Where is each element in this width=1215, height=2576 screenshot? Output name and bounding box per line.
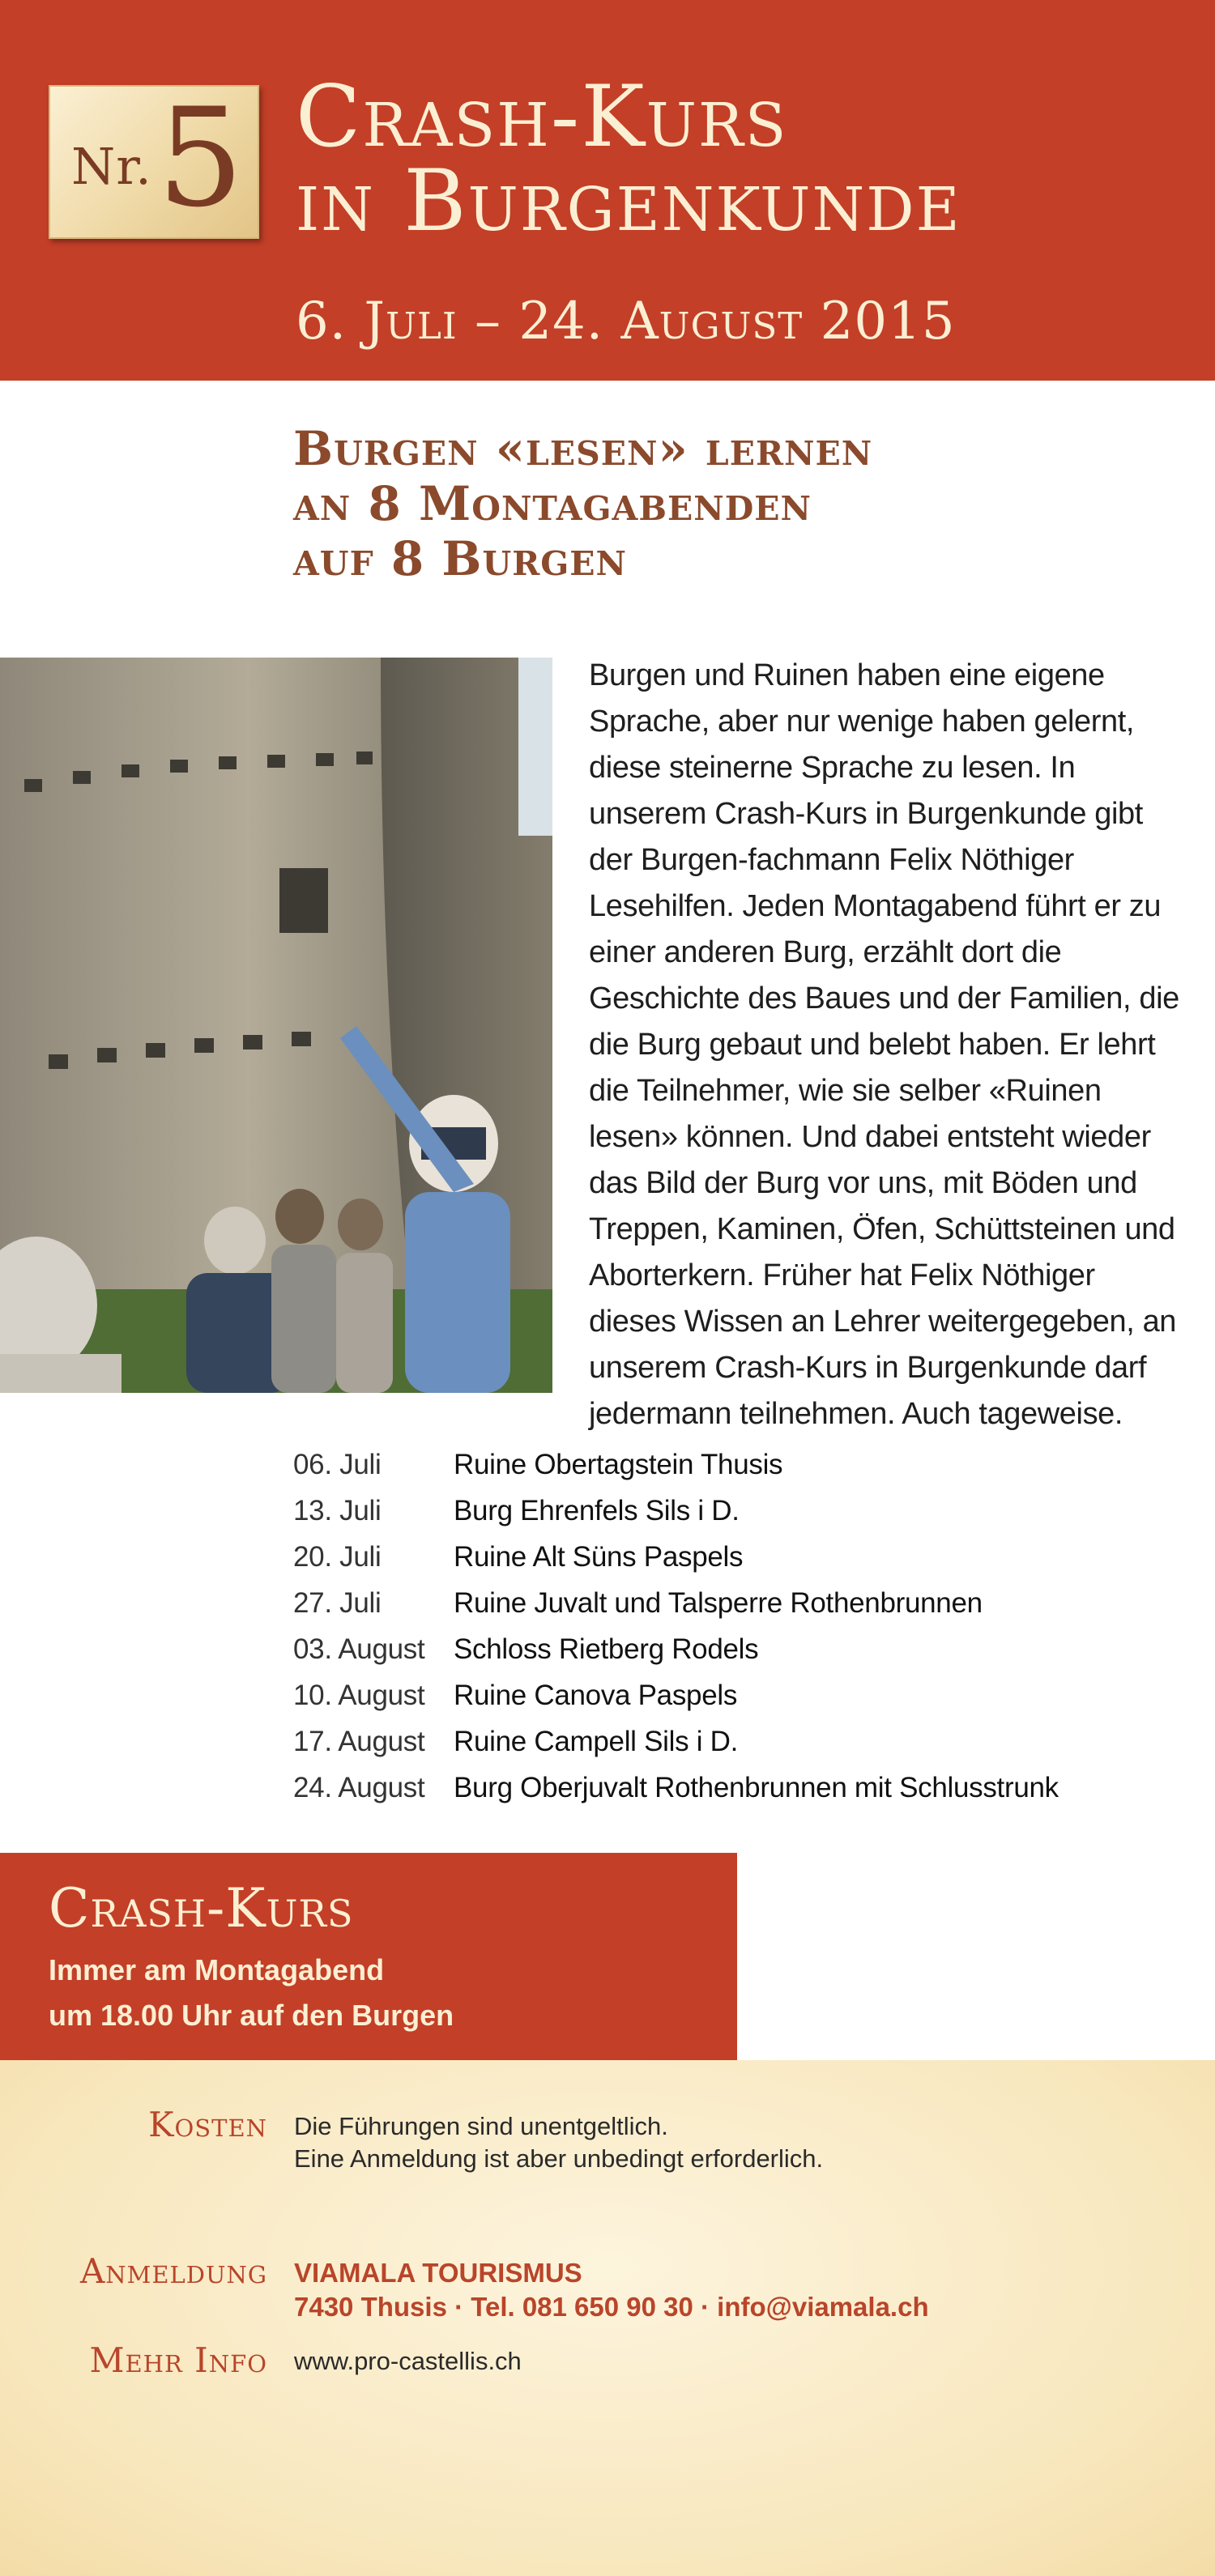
schedule-place: Burg Ehrenfels Sils i D. xyxy=(454,1494,740,1526)
title-line-2: in Burgenkunde xyxy=(296,151,961,250)
course-info-box xyxy=(0,1853,737,2060)
schedule-row xyxy=(293,1534,1184,1580)
subtitle-line-3: auf 8 Burgen xyxy=(293,531,628,586)
schedule-date: 10. August xyxy=(293,1679,425,1711)
website-link[interactable]: www.pro-castellis.ch xyxy=(294,2347,522,2375)
schedule-place: Ruine Obertagstein Thusis xyxy=(454,1448,783,1480)
schedule-date: 06. Juli xyxy=(293,1448,382,1480)
info-section xyxy=(0,2060,1215,2576)
schedule-place: Schloss Rietberg Rodels xyxy=(454,1633,759,1665)
schedule-place: Ruine Canova Paspels xyxy=(454,1679,738,1711)
header-banner xyxy=(0,0,1215,381)
kosten-line-2: Eine Anmeldung ist aber unbedingt erforderlich. xyxy=(294,2144,824,2173)
badge-number: 5 xyxy=(157,79,244,237)
schedule-place: Burg Oberjuvalt Rothenbrunnen mit Schlusstrunk xyxy=(454,1771,1059,1803)
course-schedule-line-1: Immer am Montagabend xyxy=(49,1953,385,1986)
kosten-line-1: Die Führungen sind unentgeltlich. xyxy=(294,2112,668,2140)
course-title: Crash-Kurs xyxy=(49,1877,354,1939)
schedule-date: 03. August xyxy=(293,1633,425,1665)
schedule-row xyxy=(293,1765,1184,1811)
schedule-row xyxy=(293,1441,1184,1488)
anmeldung-contact[interactable]: 7430 Thusis · Tel. 081 650 90 30 · info@viamala.ch xyxy=(294,2292,929,2322)
schedule-date: 20. Juli xyxy=(293,1540,382,1573)
page-title xyxy=(296,67,961,250)
schedule-place: Ruine Alt Süns Paspels xyxy=(454,1540,744,1573)
issue-badge xyxy=(49,79,259,239)
badge-prefix: Nr. xyxy=(71,137,152,196)
subtitle xyxy=(293,421,872,586)
schedule-row xyxy=(293,1488,1184,1534)
schedule-row xyxy=(293,1626,1184,1672)
schedule-row xyxy=(293,1580,1184,1626)
schedule-list xyxy=(293,1441,1184,1811)
schedule-date: 24. August xyxy=(293,1771,425,1803)
kosten-label: Kosten xyxy=(148,2105,267,2144)
date-range: 6. Juli – 24. August 2015 xyxy=(296,292,956,351)
mehr-info-label: Mehr Info xyxy=(89,2340,267,2380)
castle-tour-photo xyxy=(0,658,552,1393)
schedule-place: Ruine Campell Sils i D. xyxy=(454,1725,738,1757)
intro-paragraph: Burgen und Ruinen haben eine eigene Sprache, aber nur wenige haben gelernt, diese steinerne Sprache zu lesen. In unserem Crash-Kurs in Burgenkunde gibt der Burgen-fachmann Felix Nöthiger Lesehilfen. Jeden Montagabend führt er zu einer anderen Burg, erzählt dort die Geschichte des Baues und der Familien, die die Burg gebaut und belebt haben. Er lehrt die Teilnehmer, wie sie selber «Ruinen lesen» können. Und dabei entsteht wieder das Bild der Burg vor uns, mit Böden und Treppen, Kaminen, Öfen, Schüttsteinen und Aborterkern. Früher hat Felix Nöthiger dieses Wissen an Lehrer weitergegeben, an unserem Crash-Kurs in Burgenkunde darf jedermann teilnehmen. Auch tageweise. xyxy=(589,658,1179,1431)
schedule-place: Ruine Juvalt und Talsperre Rothenbrunnen xyxy=(454,1586,983,1619)
subtitle-line-1: Burgen «lesen» lernen xyxy=(293,421,873,476)
subtitle-line-2: an 8 Montagabenden xyxy=(293,476,812,531)
title-line-1: Crash-Kurs xyxy=(296,67,788,166)
schedule-date: 13. Juli xyxy=(293,1494,382,1526)
course-schedule-line-2: um 18.00 Uhr auf den Burgen xyxy=(49,1999,454,2032)
anmeldung-label: Anmeldung xyxy=(79,2251,267,2291)
schedule-date: 27. Juli xyxy=(293,1586,382,1619)
schedule-date: 17. August xyxy=(293,1725,425,1757)
schedule-row xyxy=(293,1672,1184,1718)
schedule-row xyxy=(293,1718,1184,1765)
anmeldung-organization: VIAMALA TOURISMUS xyxy=(294,2258,582,2288)
